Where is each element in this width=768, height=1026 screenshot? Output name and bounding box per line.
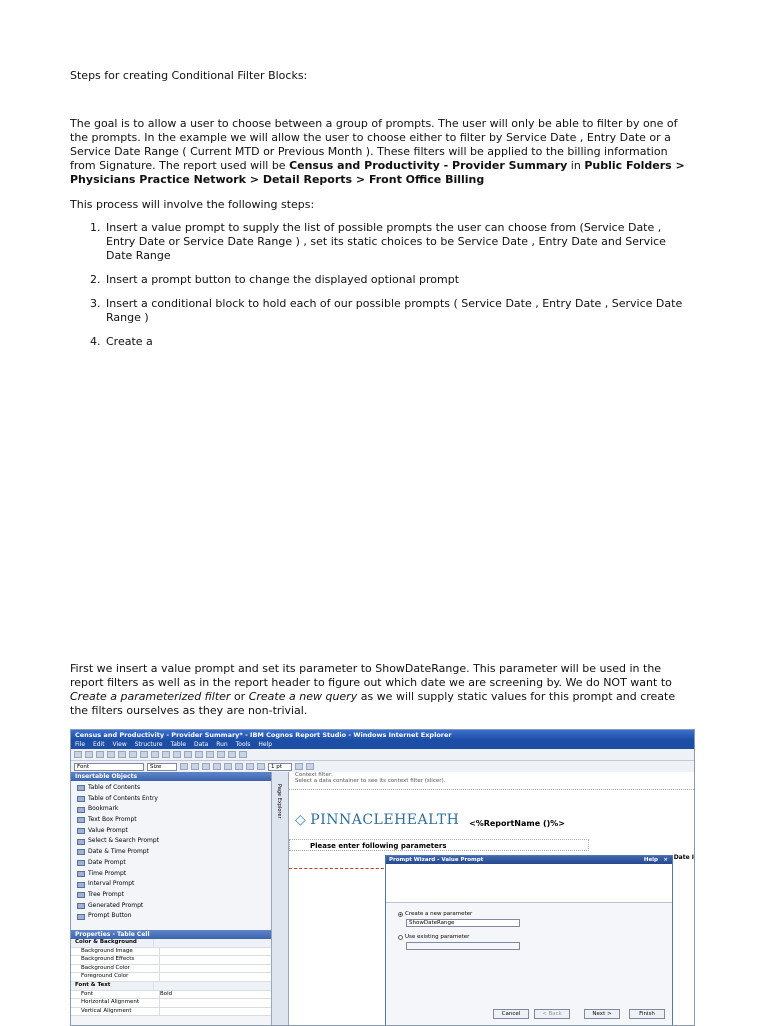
line-weight-select[interactable]: 1 pt <box>268 763 292 771</box>
page-explorer-label: Page Explorer <box>276 784 282 819</box>
list-item[interactable] <box>77 836 265 847</box>
step-item: 2. Insert a prompt button to change the displayed optional prompt <box>104 273 690 287</box>
insertable-objects-title: Insertable Objects <box>71 772 271 781</box>
cut-icon[interactable] <box>107 751 115 758</box>
intro-paragraph <box>70 117 690 187</box>
intro-report-name: Census and Productivity - Provider Summary <box>289 159 568 172</box>
menu-item[interactable]: Table <box>170 741 187 748</box>
filter-icon[interactable] <box>195 751 203 758</box>
object-icon <box>77 828 85 834</box>
existing-parameter-label: Use existing parameter <box>405 934 470 940</box>
redo-icon[interactable] <box>162 751 170 758</box>
object-icon <box>77 903 85 909</box>
menu-item[interactable]: Data <box>193 741 209 748</box>
create-parameter-label: Create a new parameter <box>405 911 473 917</box>
list-item[interactable] <box>77 890 265 901</box>
object-label: Tree Prompt <box>88 890 124 898</box>
list-item[interactable] <box>77 879 265 890</box>
doc-heading <box>70 69 690 83</box>
object-icon <box>77 839 85 845</box>
process-line <box>70 198 690 212</box>
objects-list <box>71 781 271 924</box>
second-italic-1: Create a parameterized filter <box>70 690 231 703</box>
wizard-title-bar <box>386 856 672 864</box>
step-item: 3. Insert a conditional block to hold each of our possible prompts ( Service Date , Entry Date , Service Date Range ) <box>104 297 690 325</box>
report-canvas <box>289 772 694 1025</box>
cancel-button[interactable]: Cancel <box>493 1009 529 1019</box>
object-icon <box>77 882 85 888</box>
list-item[interactable] <box>77 911 265 922</box>
delete-icon[interactable] <box>140 751 148 758</box>
window-title: Census and Productivity - Provider Summary* - IBM Cognos Report Studio - Windows Internet Explorer <box>71 730 694 740</box>
list-item[interactable] <box>77 826 265 837</box>
align-center-icon[interactable] <box>235 763 243 770</box>
properties-pane <box>71 930 271 1016</box>
align-left-icon[interactable] <box>224 763 232 770</box>
object-icon <box>77 871 85 877</box>
please-enter-label: Please enter following parameters <box>289 839 589 851</box>
steps-list <box>70 221 690 349</box>
second-text-1: First we insert a value prompt and set its parameter to ShowDateRange. This parameter will be used in the report filters as well as in the report header to figure out which date we are screening by. We do NOT want to <box>70 662 672 689</box>
property-row[interactable] <box>71 973 271 982</box>
back-button[interactable]: < Back <box>534 1009 570 1019</box>
list-item[interactable] <box>77 794 265 805</box>
property-row[interactable] <box>71 965 271 974</box>
bold-icon[interactable] <box>191 763 199 770</box>
new-icon[interactable] <box>74 751 82 758</box>
object-label: Prompt Button <box>88 912 132 920</box>
menu-item[interactable]: Help <box>258 741 273 748</box>
logo-chevron-icon: ◇ <box>295 812 307 828</box>
property-key: Color & Background <box>71 939 154 947</box>
list-item[interactable] <box>77 804 265 815</box>
object-label: Value Prompt <box>88 826 128 834</box>
object-icon <box>77 817 85 823</box>
object-icon <box>77 849 85 855</box>
property-row[interactable] <box>71 948 271 957</box>
context-filter-hint: Select a data container to see its context filter (slicer). <box>295 778 446 784</box>
lock-icon[interactable] <box>184 751 192 758</box>
chart-icon[interactable] <box>228 751 236 758</box>
object-icon <box>77 785 85 791</box>
property-value: Bold <box>160 990 173 997</box>
properties-title: Properties - Table Cell <box>71 930 271 939</box>
menu-item[interactable]: Edit <box>92 741 105 748</box>
property-key: Background Effects <box>71 956 160 964</box>
menu-bar <box>71 740 694 749</box>
existing-parameter-radio[interactable] <box>398 934 469 940</box>
finish-button[interactable]: Finish <box>629 1009 665 1019</box>
object-label: Time Prompt <box>88 869 127 877</box>
property-key: Vertical Alignment <box>71 1008 160 1016</box>
menu-item[interactable]: Tools <box>235 741 251 748</box>
list-item[interactable] <box>77 783 265 794</box>
list-item[interactable] <box>77 847 265 858</box>
parameter-name-input[interactable]: ShowDateRange <box>406 919 520 927</box>
list-item[interactable] <box>77 869 265 880</box>
object-label: Date & Time Prompt <box>88 848 149 856</box>
help-link[interactable]: Help <box>643 857 658 863</box>
steps-list-wrap <box>70 221 690 359</box>
object-label: Text Box Prompt <box>88 816 137 824</box>
menu-item[interactable]: Run <box>216 741 228 748</box>
date-header-cut: Date I <box>673 854 694 861</box>
process-text: This process will involve the following steps: <box>70 198 315 211</box>
radio-selected-icon <box>398 912 403 917</box>
object-label: Select & Search Prompt <box>88 837 160 845</box>
next-button[interactable]: Next > <box>584 1009 620 1019</box>
paste-icon[interactable] <box>129 751 137 758</box>
page-explorer-strip[interactable] <box>272 772 289 1025</box>
selection-line <box>289 868 389 869</box>
table-icon[interactable] <box>306 763 314 770</box>
object-label: Generated Prompt <box>88 901 144 909</box>
undo-icon[interactable] <box>151 751 159 758</box>
logo-text: PINNACLEHEALTH <box>310 812 460 828</box>
object-icon <box>77 796 85 802</box>
property-row[interactable] <box>71 991 271 1000</box>
menu-item[interactable]: Structure <box>134 741 163 748</box>
underline-icon[interactable] <box>213 763 221 770</box>
list-item[interactable] <box>77 858 265 869</box>
intro-text-2: in <box>567 159 585 172</box>
fill-color-icon[interactable] <box>295 763 303 770</box>
property-row[interactable] <box>71 982 271 991</box>
object-label: Interval Prompt <box>88 880 135 888</box>
second-italic-2: Create a new query <box>248 690 358 703</box>
heading-text: Steps for creating Conditional Filter Blocks: <box>70 69 308 82</box>
object-icon <box>77 892 85 898</box>
second-text-3: as we will supply static values for this prompt and create the filters ourselves as they are non-trivial. <box>70 690 676 717</box>
second-paragraph <box>70 662 690 718</box>
context-filter-area <box>289 772 694 790</box>
intro-folder-path: Public Folders > Physicians Practice Network > Detail Reports > Front Office Billing <box>70 159 685 186</box>
font-select[interactable]: Font <box>74 763 144 771</box>
list-item[interactable] <box>77 901 265 912</box>
intro-text-1: The goal is to allow a user to choose between a group of prompts. The user will only be able to filter by one of the prompts. In the example we will allow the user to choose either to filter by Service Date , Entry Date or a Service Date Range ( Current MTD or Previous Month ). These filters will be applied to the billing information from Signature. The report used will be <box>70 117 678 172</box>
property-key: Font & Text <box>71 982 154 990</box>
align-right-icon[interactable] <box>246 763 254 770</box>
save-icon[interactable] <box>96 751 104 758</box>
existing-parameter-select[interactable] <box>406 942 520 950</box>
object-icon <box>77 914 85 920</box>
property-row[interactable] <box>71 1008 271 1017</box>
step-item: 1. Insert a value prompt to supply the list of possible prompts the user can choose from (Service Date , Entry Date or Service Date Range ) , set its static choices to be Service Date , Entry Date and Service Date Range <box>104 221 690 263</box>
object-label: Table of Contents Entry <box>88 794 158 802</box>
report-studio-screenshot <box>70 729 695 1026</box>
second-text-2: or <box>230 690 249 703</box>
insertable-objects-pane <box>71 772 272 1025</box>
help-icon[interactable] <box>239 751 247 758</box>
property-row[interactable] <box>71 999 271 1008</box>
menu-item[interactable]: View <box>112 741 127 748</box>
object-label: Date Prompt <box>88 858 126 866</box>
open-icon[interactable] <box>85 751 93 758</box>
object-label: Bookmark <box>88 805 119 813</box>
font-color-icon[interactable] <box>180 763 188 770</box>
property-key: Background Color <box>71 965 160 973</box>
property-key: Background Image <box>71 948 160 956</box>
size-select[interactable]: Size <box>147 763 177 771</box>
radio-unselected-icon <box>398 935 403 940</box>
copy-icon[interactable] <box>118 751 126 758</box>
property-key: Horizontal Alignment <box>71 999 160 1007</box>
property-row[interactable] <box>71 956 271 965</box>
context-filter-label: Context filter: <box>295 772 333 778</box>
close-icon[interactable]: × <box>663 857 668 863</box>
property-key: Foreground Color <box>71 973 160 981</box>
border-icon[interactable] <box>257 763 265 770</box>
step-item: 4. Create a <box>104 335 690 349</box>
summarize-icon[interactable] <box>217 751 225 758</box>
run-icon[interactable] <box>173 751 181 758</box>
toolbar-standard <box>71 749 694 761</box>
report-name-expression: <%ReportName ()%> <box>469 819 565 828</box>
wizard-title: Prompt Wizard - Value Prompt <box>389 857 484 863</box>
sort-icon[interactable] <box>206 751 214 758</box>
object-icon <box>77 807 85 813</box>
pinnacle-logo <box>295 812 459 828</box>
prompt-wizard-dialog <box>385 855 673 1026</box>
menu-item[interactable]: File <box>75 741 86 748</box>
italic-icon[interactable] <box>202 763 210 770</box>
object-label: Table of Contents <box>88 784 141 791</box>
create-parameter-radio[interactable] <box>398 911 472 917</box>
property-key: Font <box>71 991 160 999</box>
wizard-header-area <box>386 864 672 903</box>
property-row[interactable] <box>71 939 271 948</box>
object-icon <box>77 860 85 866</box>
list-item[interactable] <box>77 815 265 826</box>
